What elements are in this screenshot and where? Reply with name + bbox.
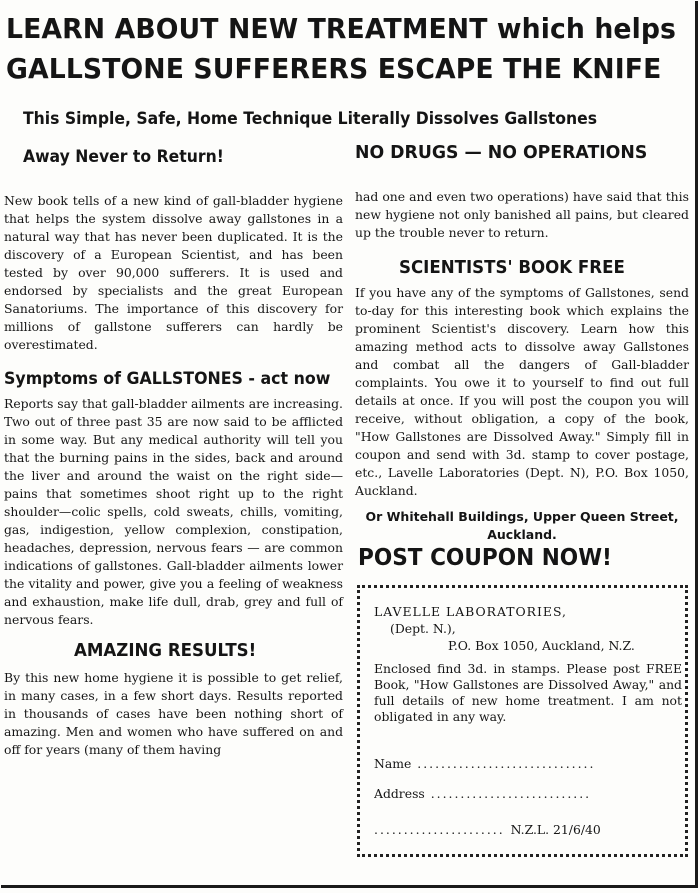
headline-line-1: LEARN ABOUT NEW TREATMENT which helps <box>6 13 677 45</box>
subheadline-line-1: This Simple, Safe, Home Technique Literally Dissolves Gallstones <box>23 109 598 129</box>
intro-paragraph: New book tells of a new kind of gall-bladder hygiene that helps the system dissolve away gallstones in a natural way that has never been duplicated. It is the discovery of a European Scientist, and has been tested by over 90,000 sufferers. It is used and endorsed by specialists and the great European Sanatoriums. The importance of this discovery for millions of gallstone sufferers can hardly be overestimated. <box>4 193 343 352</box>
coupon-department: (Dept. N.), <box>390 621 456 636</box>
address-label: Address <box>374 786 425 801</box>
order-coupon[interactable] <box>357 585 688 857</box>
coupon-postal-address: P.O. Box 1050, Auckland, N.Z. <box>448 638 635 653</box>
book-paragraph: If you have any of the symptoms of Gallstones, send to-day for this interesting book which explains the prominent Scientist's discovery. Learn how this amazing method acts to dissolve away Gallstones and combat all the dangers of Gall-bladder complaints. You owe it to yourself to find out full details at once. If you will post the coupon you will receive, without obligation, a copy of the book, "How Gallstones are Dissolved Away." Simply fill in coupon and send with 3d. stamp to cover postage, etc., Lavelle Laboratories (Dept. N), P.O. Box 1050, Auckland. <box>355 285 689 498</box>
coupon-company: LAVELLE LABORATORIES, <box>374 604 567 619</box>
results-heading: AMAZING RESULTS! <box>74 641 257 661</box>
no-drugs-banner: NO DRUGS — NO OPERATIONS <box>355 142 648 163</box>
name-field[interactable]: Name .............................. <box>374 756 596 771</box>
address-field[interactable]: Address ........................... <box>374 786 592 801</box>
symptoms-heading: Symptoms of GALLSTONES - act now <box>4 369 331 389</box>
right-column <box>355 188 689 544</box>
alternate-address: Or Whitehall Buildings, Upper Queen Street, Auckland. <box>365 509 679 542</box>
headline-line-2: GALLSTONE SUFFERERS ESCAPE THE KNIFE <box>6 53 662 85</box>
post-coupon-heading: POST COUPON NOW! <box>358 545 612 571</box>
subheadline-line-2: Away Never to Return! <box>23 147 224 167</box>
symptoms-paragraph: Reports say that gall-bladder ailments are increasing. Two out of three past 35 are now said to be afflicted in some way. But any medical authority will tell you that the burning pains in the sides, back and around the liver and around the waist on the right side—pains that sometimes shoot right up to the right shoulder—colic spells, cold sweats, chills, vomiting, gas, indigestion, yellow complexion, constipation, headaches, depression, nervous fears — are common indications of gallstones. Gall-bladder ailments lower the vitality and power, give you a feeling of weakness and exhaustion, make life dull, drab, grey and full of nervous fears. <box>4 396 343 627</box>
coupon-reference-code: N.Z.L. 21/6/40 <box>510 822 601 837</box>
continuation-paragraph: had one and even two operations) have said that this new hygiene not only banished all pains, but cleared up the trouble never to return. <box>355 189 689 240</box>
coupon-request-text: Enclosed find 3d. in stamps. Please post FREE Book, "How Gallstones are Dissolved Away," and full details of new home treatment. I am not obligated in any way. <box>374 661 682 724</box>
book-heading: SCIENTISTS' BOOK FREE <box>399 258 625 278</box>
name-label: Name <box>374 756 412 771</box>
coupon-reference-line: ...................... N.Z.L. 21/6/40 <box>374 822 601 837</box>
results-paragraph: By this new home hygiene it is possible to get relief, in many cases, in a few short days. Results reported in thousands of cases have been nothing short of amazing. Men and women who have suffered on and off for years (many of them having <box>4 670 343 757</box>
left-column <box>4 192 343 759</box>
